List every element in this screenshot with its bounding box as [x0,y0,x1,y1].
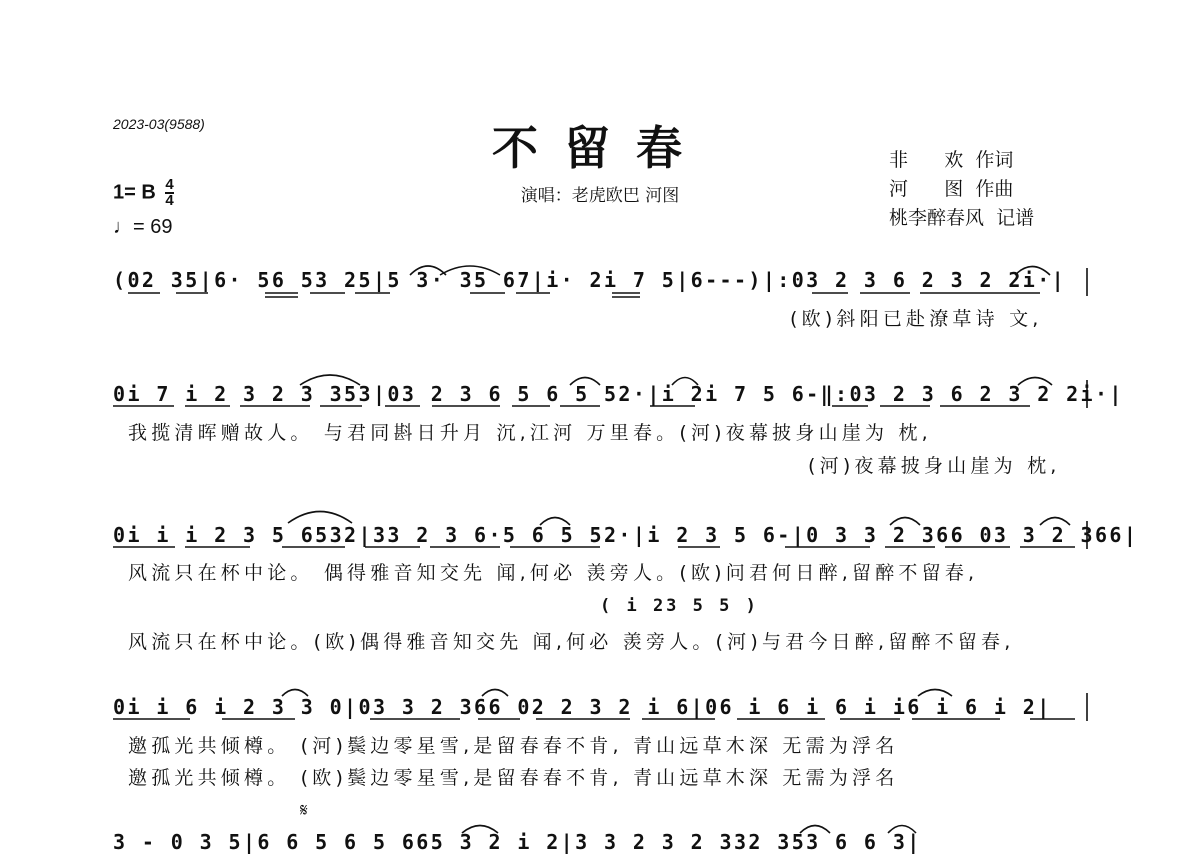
lyric-line-3: (河)夜幕披身山崖为 枕, [808,455,1061,477]
tempo-value: = 69 [133,216,173,238]
lyricist-credit: 非 欢 作词 [889,149,1014,171]
meter-top: 4 [165,176,174,193]
key-label: 1= B [113,181,156,204]
score-code: 2023-03(9588) [113,116,205,132]
segno-sign: 𝄋 [300,800,308,821]
lyric-line-7: 邀孤光共倾樽。 (欧)鬓边零星雪,是留春春不肯, 青山远草木深 无需为浮名 [128,767,899,789]
lyric-line-1: (欧)斜阳已赴潦草诗 文, [790,308,1043,330]
transcriber-credit: 桃李醉春风 记谱 [889,207,1035,229]
lyric-line-5: 风流只在杯中论。(欧)偶得雅音知交先 闻,何必 羡旁人。(河)与君今日醉,留醉不留春, [128,631,1015,653]
song-title: 不留春 [492,121,708,175]
score-line-2: 0i 7 i 2 3 2 3 353|03 2 3 6 5 6 5 52·|i 2i 7 5 6-‖:03 2 3 6 2 3 2 2i·| [113,382,1124,406]
composer-credit: 河 图 作曲 [889,178,1014,200]
lyric-line-2: 我揽清晖赠故人。 与君同斟日升月 沉,江河 万里春。(河)夜幕披身山崖为 枕, [128,422,932,444]
score-line-3: 0i i i 2 3 5 6532|33 2 3 6·5 6 5 52·|i 2 3 5 6-|0 3 3 2 366 03 3 2 366| [113,523,1139,547]
score-line-5: 3 - 0 3 5|6 6 5 6 5 665 3 2 i 2|3 3 2 3 2 332 353 6 6 3| [113,830,922,854]
lyric-line-6: 邀孤光共倾樽。 (河)鬓边零星雪,是留春春不肯, 青山远草木深 无需为浮名 [128,735,899,757]
score-line-1: (02 35|6· 56 53 25|5 3· 35 67|i· 2i 7 5|6---)|:03 2 3 6 2 3 2 2i·| [113,268,1067,292]
alt-phrase: ( i 23 5 5 ) [600,596,759,616]
singer-line: 演唱：老虎欧巴 河图 [520,186,680,206]
lyric-line-4: 风流只在杯中论。 偶得雅音知交先 闻,何必 羡旁人。(欧)问君何日醉,留醉不留春, [128,562,979,584]
meter-bottom: 4 [165,192,174,209]
quarter-note-icon: ♩ [113,216,133,238]
score-line-4: 0i i 6 i 2 3 3 0|03 3 2 366 02 2 3 2 i 6|06 i 6 i 6 i i6 i 6 i 2| [113,695,1052,719]
